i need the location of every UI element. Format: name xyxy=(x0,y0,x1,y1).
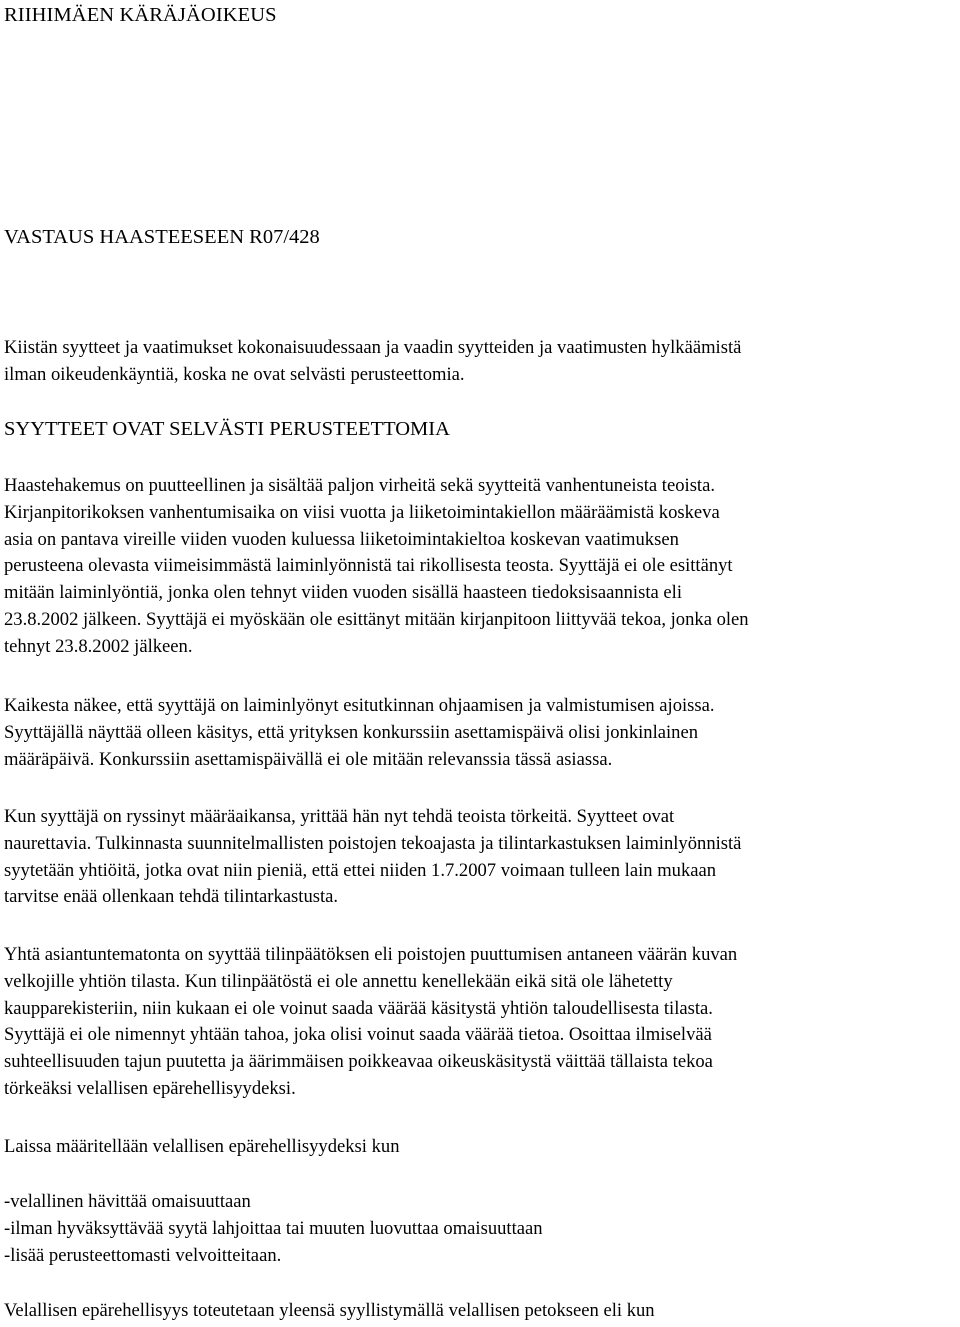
text-line: Kiistän syytteet ja vaatimukset kokonaisuudessaan ja vaadin syytteiden ja vaatimusten hylkäämistä xyxy=(4,337,742,358)
text-line: mitään laiminlyöntiä, jonka olen tehnyt viiden vuoden sisällä haasteen tiedoksisaannista eli xyxy=(4,582,682,604)
text-line: Kaikesta näkee, että syyttäjä on laiminlyönyt esitutkinnan ohjaamisen ja valmistumisen ajoissa. xyxy=(4,695,715,716)
text-line: Kirjanpitorikoksen vanhentumisaika on viisi vuotta ja liiketoimintakiellon määräämistä koskeva xyxy=(4,501,720,523)
text-line: asia on pantava vireille viiden vuoden kuluessa liiketoimintakieltoa koskevan vaatimuksen xyxy=(4,528,679,550)
text-line: Laissa määritellään velallisen epärehellisyydeksi kun xyxy=(4,1136,400,1157)
text-line: tehnyt 23.8.2002 jälkeen. xyxy=(4,635,193,657)
paragraph-3 xyxy=(4,804,956,911)
intro-paragraph xyxy=(4,335,956,389)
paragraph-1 xyxy=(4,473,956,661)
text-line: syytetään yhtiöitä, jotka ovat niin pieniä, että ettei niiden 1.7.2007 voimaan tulleen lain mukaan xyxy=(4,859,717,881)
list-item: -ilman hyväksyttävää syytä lahjoittaa tai muuten luovuttaa omaisuuttaan xyxy=(4,1217,543,1239)
document-title: VASTAUS HAASTEESEEN R07/428 xyxy=(4,226,320,248)
text-line: kaupparekisteriin, niin kukaan ei ole voinut saada väärää käsitystä yhtiön taloudellisesta tilasta. xyxy=(4,997,713,1019)
definition-list xyxy=(4,1189,956,1269)
text-line: Velallisen epärehellisyys toteutetaan yleensä syyllistymällä velallisen petokseen eli kun xyxy=(4,1300,655,1321)
text-line: Syyttäjä ei ole nimennyt yhtään tahoa, joka olisi voinut saada väärää tietoa. Osoittaa ilmiselvää xyxy=(4,1024,712,1046)
list-item: -lisää perusteettomasti velvoitteitaan. xyxy=(4,1244,282,1266)
paragraph-2 xyxy=(4,693,956,773)
text-line: Kun syyttäjä on ryssinyt määräaikansa, yrittää hän nyt tehdä teoista törkeitä. Syytteet ovat xyxy=(4,806,675,827)
text-line: määräpäivä. Konkurssiin asettamispäivällä ei ole mitään relevanssia tässä asiassa. xyxy=(4,748,613,770)
paragraph-6 xyxy=(4,1298,956,1325)
text-line: ilman oikeudenkäyntiä, koska ne ovat selvästi perusteettomia. xyxy=(4,363,465,385)
text-line: törkeäksi velallisen epärehellisyydeksi. xyxy=(4,1077,296,1099)
text-line: naurettavia. Tulkinnasta suunnitelmallisten poistojen tekoajasta ja tilintarkastuksen laiminlyönnistä xyxy=(4,832,742,854)
list-item: -velallinen hävittää omaisuuttaan xyxy=(4,1191,251,1212)
paragraph-4 xyxy=(4,942,956,1103)
text-line: Haastehakemus on puutteellinen ja sisältää paljon virheitä sekä syytteitä vanhentuneista teoista. xyxy=(4,475,715,496)
text-line: 23.8.2002 jälkeen. Syyttäjä ei myöskään ole esittänyt mitään kirjanpitoon liittyvää tekoa, jonka olen xyxy=(4,608,749,630)
paragraph-5 xyxy=(4,1134,956,1161)
court-name: RIIHIMÄEN KÄRÄJÄOIKEUS xyxy=(4,4,277,26)
text-line: suhteellisuuden tajun puutetta ja äärimmäisen poikkeavaa oikeuskäsitystä väittää tällaista tekoa xyxy=(4,1051,713,1073)
text-line: velkojille yhtiön tilasta. Kun tilinpäätöstä ei ole annettu kenellekään eikä sitä ole lähetetty xyxy=(4,970,673,992)
section-heading: SYYTTEET OVAT SELVÄSTI PERUSTEETTOMIA xyxy=(4,418,450,440)
text-line: Syyttäjällä näyttää olleen käsitys, että yrityksen konkurssiin asettamispäivä olisi jonkinlainen xyxy=(4,721,699,743)
text-line: tarvitse enää ollenkaan tehdä tilintarkastusta. xyxy=(4,886,339,908)
text-line: Yhtä asiantuntematonta on syyttää tilinpäätöksen eli poistojen puuttumisen antaneen väärän kuvan xyxy=(4,944,738,965)
text-line: perusteena olevasta viimeisimmästä laiminlyönnistä tai rikollisesta teosta. Syyttäjä ei ole esittänyt xyxy=(4,555,733,577)
